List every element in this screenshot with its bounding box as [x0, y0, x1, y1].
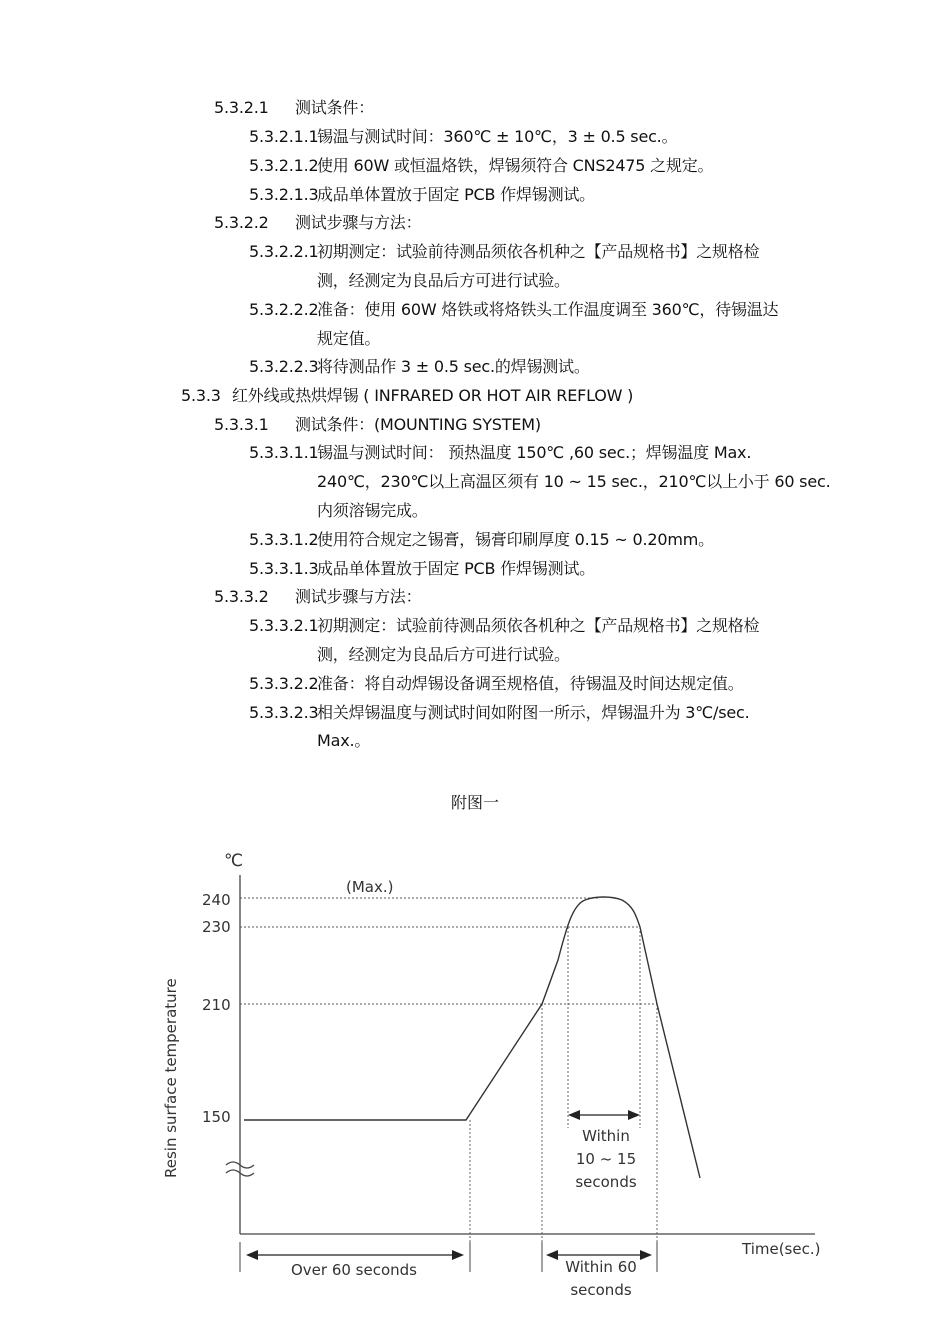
- within-60-line2: seconds: [570, 1281, 632, 1299]
- spec-line: 准备：使用 60W 烙铁或将烙铁头工作温度调至 360℃，待锡温达: [317, 300, 779, 319]
- section-number: 5.3.3.1.1: [249, 443, 319, 462]
- spec-line: 初期测定：试验前待测品须依各机种之【产品规格书】之规格检: [317, 616, 760, 635]
- section-number: 5.3.2.1.2: [249, 156, 319, 175]
- spec-line: 成品单体置放于固定 PCB 作焊锡测试。: [317, 185, 595, 204]
- section-number: 5.3.3.2.1: [249, 616, 319, 635]
- section-number: 5.3.2.2.3: [249, 357, 319, 376]
- spec-line: 使用 60W 或恒温烙铁，焊锡须符合 CNS2475 之规定。: [317, 156, 714, 175]
- y-axis-label: Resin surface temperature: [162, 978, 180, 1178]
- within-10-15-line3: seconds: [575, 1173, 637, 1191]
- spec-line: Max.。: [317, 731, 371, 750]
- section-number: 5.3.3.2: [214, 587, 269, 606]
- arrowhead: [246, 1250, 258, 1260]
- spec-line: 红外线或热烘焊锡 ( INFRARED OR HOT AIR REFLOW ): [232, 386, 634, 405]
- spec-line: 测试条件：(MOUNTING SYSTEM): [295, 415, 541, 434]
- spec-line: 成品单体置放于固定 PCB 作焊锡测试。: [317, 559, 595, 578]
- section-number: 5.3.3.2.3: [249, 703, 319, 722]
- section-number: 5.3.2.1.1: [249, 127, 319, 146]
- spec-line: 测试条件：: [295, 98, 375, 117]
- spec-line: 测试步骤与方法：: [295, 213, 422, 232]
- spec-line: 准备：将自动焊锡设备调至规格值，待锡温及时间达规定值。: [317, 674, 744, 693]
- spec-line: 使用符合规定之锡膏，锡膏印刷厚度 0.15 ~ 0.20mm。: [317, 530, 714, 549]
- y-unit-label: ℃: [224, 851, 244, 871]
- spec-line: 将待测品作 3 ± 0.5 sec.的焊锡测试。: [317, 357, 590, 376]
- spec-line: 相关焊锡温度与测试时间如附图一所示，焊锡温升为 3℃/sec.: [317, 703, 750, 722]
- section-number: 5.3.2.1: [214, 98, 269, 117]
- over-60-label: Over 60 seconds: [290, 1261, 418, 1279]
- arrowhead: [452, 1250, 464, 1260]
- section-number: 5.3.3.2.2: [249, 674, 319, 693]
- section-number: 5.3.3.1.3: [249, 559, 319, 578]
- x-axis-label: Time(sec.): [742, 1240, 821, 1258]
- spec-line: 锡温与测试时间： 预热温度 150℃ ,60 sec.；焊锡温度 Max.: [317, 443, 752, 462]
- section-number: 5.3.3.1.2: [249, 530, 319, 549]
- section-number: 5.3.2.2.2: [249, 300, 319, 319]
- temperature-profile-curve: [244, 897, 700, 1178]
- arrowhead: [546, 1250, 558, 1260]
- arrowhead: [628, 1110, 640, 1120]
- spec-line: 240℃，230℃以上高温区须有 10 ~ 15 sec.，210℃以上小于 60 sec.: [317, 472, 831, 491]
- figure-caption: 附图一: [450, 793, 499, 812]
- section-number: 5.3.3: [181, 386, 221, 405]
- y-tick-230: 230: [202, 918, 231, 936]
- arrowhead: [640, 1250, 652, 1260]
- spec-line: 内须溶锡完成。: [317, 501, 428, 520]
- max-label: (Max.): [346, 878, 394, 896]
- section-number: 5.3.2.2.1: [249, 242, 319, 261]
- y-tick-150: 150: [202, 1108, 231, 1126]
- section-number: 5.3.3.1: [214, 415, 269, 434]
- section-number: 5.3.2.2: [214, 213, 269, 232]
- y-tick-210: 210: [202, 996, 231, 1014]
- section-number: 5.3.2.1.3: [249, 185, 319, 204]
- spec-line: 测，经测定为良品后方可进行试验。: [317, 271, 570, 290]
- y-tick-240: 240: [202, 891, 231, 909]
- spec-line: 测试步骤与方法：: [295, 587, 422, 606]
- within-10-15-line2: 10 ~ 15: [575, 1150, 637, 1168]
- spec-line: 规定值。: [317, 329, 381, 348]
- spec-line: 锡温与测试时间：360℃ ± 10℃，3 ± 0.5 sec.。: [317, 127, 678, 146]
- spec-line: 测，经测定为良品后方可进行试验。: [317, 645, 570, 664]
- within-60-line1: Within 60: [565, 1258, 637, 1276]
- arrowhead: [568, 1110, 580, 1120]
- spec-line: 初期测定：试验前待测品须依各机种之【产品规格书】之规格检: [317, 242, 760, 261]
- within-10-15-line1: Within: [582, 1127, 630, 1145]
